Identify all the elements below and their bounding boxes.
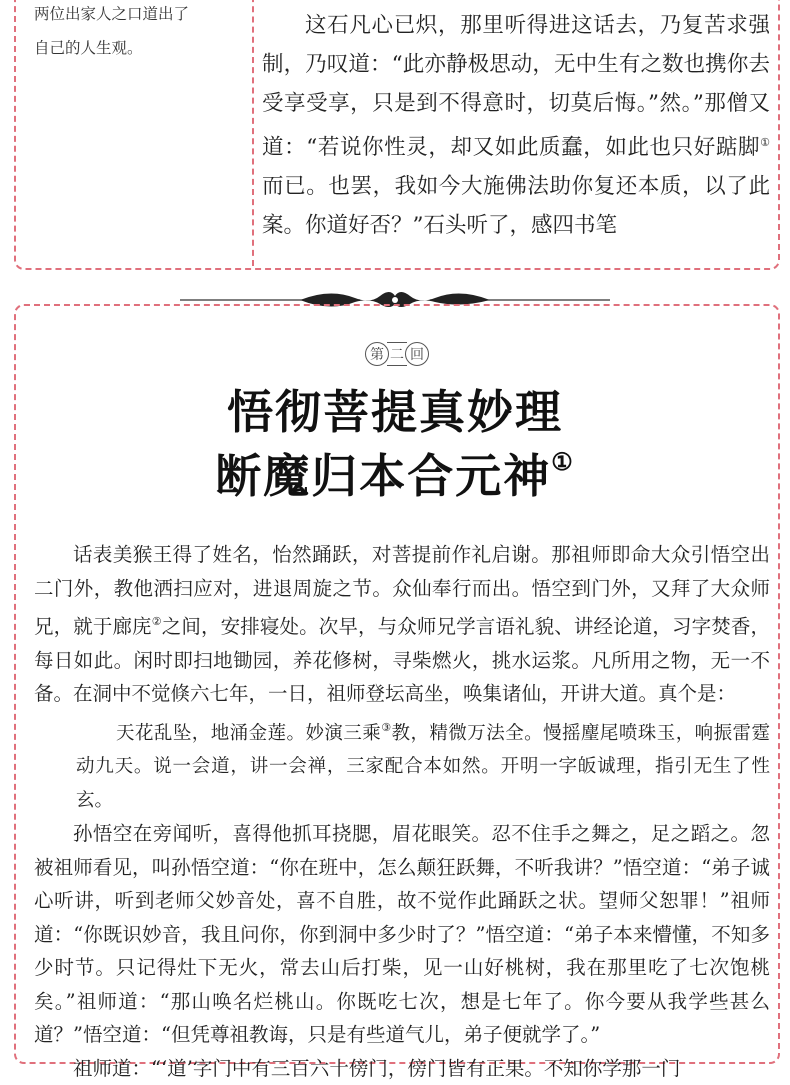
chapter-title-line-1: 悟彻菩提真妙理: [0, 376, 790, 442]
chapter-title-line-2: [0, 440, 790, 506]
chapter-badge-right: 回: [405, 342, 429, 366]
side-annotation-line: 两位出家人之口道出了: [34, 0, 244, 31]
side-annotation-line: 自己的人生观。: [34, 31, 244, 65]
verse-text: 教，精微万法全。慢摇麈尾喷珠玉，响振雷霆动九天。说一会道，讲一会禅，三家配合本如然。开明一字皈诚理，指引无生了性玄。: [76, 723, 770, 811]
footnote-marker: ③: [381, 721, 391, 734]
footnote-marker: ②: [152, 615, 162, 628]
excerpt-text: 这石凡心已炽，那里听得进这话去，乃复苦求强制，乃叹道：“此亦静极思动，无中生有之数也携你去受享受享，只是到不得意时，切莫后悔。”然。”那僧又道：“若说你性灵，却又如此质蠢，如此也只好踮脚: [262, 13, 770, 160]
chapter-number-badge: [356, 338, 438, 370]
verse-block: [34, 711, 770, 818]
side-annotation: [34, 0, 244, 65]
title-footnote-marker: ①: [551, 447, 575, 476]
excerpt-paragraph: [262, 6, 770, 245]
body-paragraph: 孙悟空在旁闻听，喜得他抓耳挠腮，眉花眼笑。忍不住手之舞之，足之蹈之。忽被祖师看见，叫孙悟空道：“你在班中，怎么颠狂跃舞，不听我讲？”悟空道：“弟子诚心听讲，听到老师父妙音处，喜不自胜，故不觉作此踊跃之状。望师父恕罪！”祖师道：“你既识妙音，我且问你，你到洞中多少时了？”悟空道：“弟子本来懵懂，不知多少时节。只记得灶下无火，常去山后打柴，见一山好桃树，我在那里吃了七次饱桃矣。”祖师道：“那山唤名烂桃山。你既吃七次，想是七年了。你今要从我学些甚么道？”悟空道：“但凭尊祖教诲，只是有些道气儿，弟子便就学了。”: [34, 817, 770, 1052]
verse-text: 天花乱坠，地涌金莲。妙演三乘: [76, 723, 381, 744]
body-paragraph: [34, 538, 770, 711]
body-text: 话表美猴王得了姓名，怡然踊跃，对菩提前作礼启谢。那祖师即命大众引悟空出二门外，教他洒扫应对，进退周旋之节。众仙奉行而出。悟空到门外，又拜了大众师兄，就于廊庑: [34, 543, 770, 638]
footnote-marker: ①: [760, 136, 770, 149]
previous-chapter-excerpt: [262, 6, 770, 252]
excerpt-text-rest: 而已。也罢，我如今大施佛法助你复还本质，以了此案。你道好否？”石头听了，感四书笔: [262, 174, 770, 238]
chapter-badge-number: 二: [387, 342, 407, 366]
chapter-body: [34, 538, 770, 1047]
column-divider: [252, 0, 254, 266]
chapter-title-line-2-text: 断魔归本合元神: [215, 449, 551, 503]
chapter-badge-left: 第: [365, 342, 389, 366]
body-paragraph: 祖师道：“‘道’字门中有三百六十傍门，傍门皆有正果。不知你学那一门: [34, 1052, 770, 1085]
body-text: 之间，安排寝处。次早，与众师兄学言语礼貌、讲经论道，习字焚香，每日如此。闲时即扫地锄园，养花修树，寻柴燃火，挑水运浆。凡所用之物，无一不备。在洞中不觉倏六七年，一日，祖师登坛高坐，唤集诸仙，开讲大道。真个是：: [34, 615, 770, 705]
